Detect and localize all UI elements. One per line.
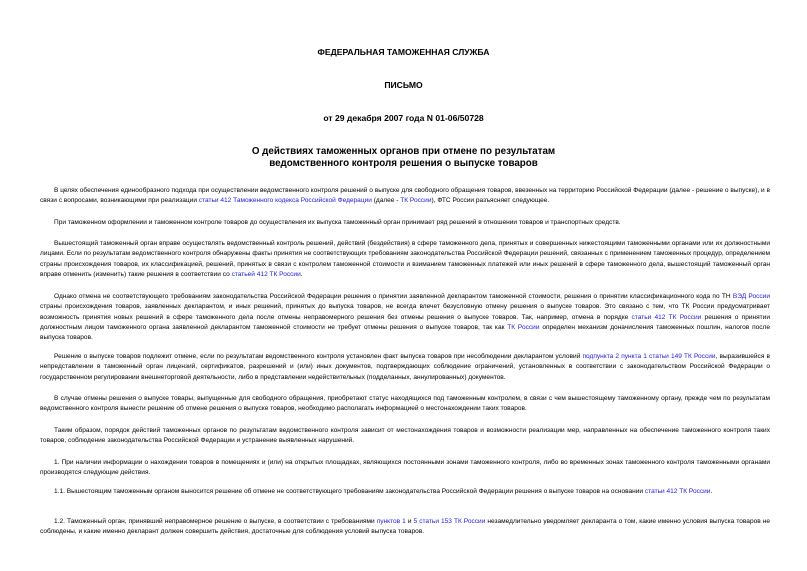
paragraph-text: Таким образом, порядок действий таможенных органов по результатам ведомственного контроля зависит от местонахождения товаров и возможности реализации мер, направленных на обеспечение таможенного контроля таких товаров, соблюдение законодательства Российской Федерации и устранение выявленных нарушений. bbox=[40, 427, 770, 445]
link-ved-russia[interactable]: ВЭД России bbox=[732, 293, 770, 300]
paragraph-text: Решение о выпуске товаров подлежит отмене, если по результатам ведомственного контроля установлен факт выпуска товаров при несоблюдении декларантом условий bbox=[54, 353, 583, 360]
document-date-number: от 29 декабря 2007 года N 01-06/50728 bbox=[323, 113, 484, 123]
link-article-412-customs-code[interactable]: статьи 412 Таможенного кодекса Российской Федерации bbox=[198, 197, 372, 205]
paragraph-3 bbox=[40, 239, 770, 280]
paragraph-6 bbox=[40, 394, 770, 415]
paragraph-text: 1. При наличии информации о нахождении товаров в помещениях и (или) на открытых площадках, являющихся постоянными зонами таможенного контроля, либо во временных зонах таможенного контроля таможенными органами производятся следующие действия. bbox=[40, 459, 770, 477]
link-article-412[interactable]: статьи 412 ТК России bbox=[631, 313, 702, 321]
organization-name: ФЕДЕРАЛЬНАЯ ТАМОЖЕННАЯ СЛУЖБА bbox=[317, 47, 490, 57]
document-title bbox=[0, 146, 807, 170]
paragraph-text: (далее - bbox=[371, 197, 401, 205]
paragraph-text: , выразившейся в непредставлении в таможенный орган лицензий, сертификатов, разрешений и (или) иных документов, подтверждающих соблюдение ограничений, установленных в соответствии с законодательством Российской Федерации о государственном регулировании внешнеторговой деятельности, либо в представлении недействительных (подделанных, аннулированных) документов. bbox=[40, 353, 770, 381]
paragraph-text: . bbox=[710, 488, 713, 495]
paragraph-9 bbox=[40, 487, 770, 497]
document-type: ПИСЬМО bbox=[384, 80, 423, 90]
title-line-2: ведомственного контроля решения о выпуске товаров bbox=[269, 158, 538, 169]
paragraph-text: В целях обеспечения единообразного подхода при осуществлении ведомственного контроля решений о выпуске для свободного обращения товаров, ввезенных на территорию Российской Федерации (далее - решение о выпуске), и в связи с вопросами, возникающими при реализации bbox=[40, 187, 770, 205]
paragraph-text: и bbox=[405, 518, 414, 525]
paragraph-text: страны происхождения товаров, заявленных декларантом, и иных решений, принятых до выпуска товаров, не всегда влечет безусловную отмену решения о выпуске товаров. Это связано с тем, что ТК России предусматривает возможность принятия новых решений в сфере таможенного дела после отмены неправомерного решения без отмены решения о выпуске товаров. Так, например, отмена в порядке bbox=[40, 303, 770, 321]
paragraph-text: 1.2. Таможенный орган, принявший неправомерное решение о выпуске, в соответствии с требованиями bbox=[54, 518, 377, 525]
paragraph-text: решения о принятии должностным лицом таможенного органа заявленной декларантом таможенной стоимости не требует отмены решения о выпуске товаров, так как bbox=[40, 313, 770, 331]
paragraph-text: определен механизм доначисления таможенных пошлин, налогов после выпуска товаров. bbox=[40, 323, 771, 342]
link-tk-russia[interactable]: ТК России bbox=[507, 323, 540, 331]
paragraph-text: В случае отмены решения о выпуске товары, выпущенные для свободного обращения, приобретают статус находящихся под таможенным контролем, в связи с чем вышестоящему таможенному органу, прежде чем по результатам ведомственного контроля вынести решение об отмене решения о выпуске товаров, необходимо располагать информацией о местонахождении таких товаров. bbox=[40, 395, 770, 413]
paragraph-4 bbox=[40, 292, 770, 343]
link-article-412[interactable]: статьи 412 ТК России bbox=[644, 488, 711, 495]
paragraph-10 bbox=[40, 517, 770, 538]
link-article-153[interactable]: 5 статьи 153 ТК России bbox=[413, 518, 486, 525]
paragraph-5 bbox=[40, 352, 770, 383]
paragraph-1 bbox=[40, 186, 770, 207]
title-line-1: О действиях таможенных органов при отмене по результатам bbox=[251, 146, 556, 157]
paragraph-text: При таможенном оформлении и таможенном контроле товаров до осуществления их выпуска таможенный орган принимает ряд решений в отношении товаров и транспортных средств. bbox=[54, 219, 621, 226]
paragraph-text: незамедлительно уведомляет декларанта о том, какие именно условия выпуска товаров не соблюдены, и какие именно декларант должен совершить действия, достаточные для соблюдения условий выпуска товаров. bbox=[40, 518, 770, 536]
link-article-149[interactable]: подпункта 2 пункта 1 статьи 149 ТК России bbox=[582, 353, 716, 360]
paragraph-text: Однако отмена не соответствующего требованиям законодательства Российской Федерации решения о принятии заявленной декларантом таможенной стоимости, решения о принятии классификационного кода по ТН bbox=[54, 293, 733, 300]
paragraph-text: . bbox=[300, 270, 303, 278]
link-points-1[interactable]: пунктов 1 bbox=[376, 518, 406, 525]
link-article-412[interactable]: статьей 412 ТК России bbox=[231, 270, 301, 278]
paragraph-2 bbox=[40, 218, 770, 228]
paragraph-text: Вышестоящий таможенный орган вправе осуществлять ведомственный контроль решений, действий (бездействия) в сфере таможенного дела, принятых и совершенных нижестоящими таможенными органами или их должностными лицами. Если по результатам ведомственного контроля обнаружены факты принятия не соответствующих требованиям законодательства Российской Федерации решений, связанных с применением таможенных процедур, определением страны происхождения товаров, их классификацией, решений, принятых в связи с контролем таможенной стоимости и взиманием таможенных платежей или иных решений в сфере таможенного дела, вышестоящий таможенный орган вправе отменить (изменить) такие решения в соответствии со bbox=[40, 240, 770, 278]
paragraph-text: 1.1. Вышестоящим таможенным органом выносится решение об отмене не соответствующего требованиям законодательства Российской Федерации решения о выпуске товаров на основании bbox=[54, 488, 645, 495]
paragraph-7 bbox=[40, 426, 770, 447]
paragraph-8 bbox=[40, 458, 770, 479]
link-tk-russia[interactable]: ТК России bbox=[400, 197, 432, 205]
paragraph-text: ), ФТС России разъясняет следующее. bbox=[431, 197, 550, 205]
